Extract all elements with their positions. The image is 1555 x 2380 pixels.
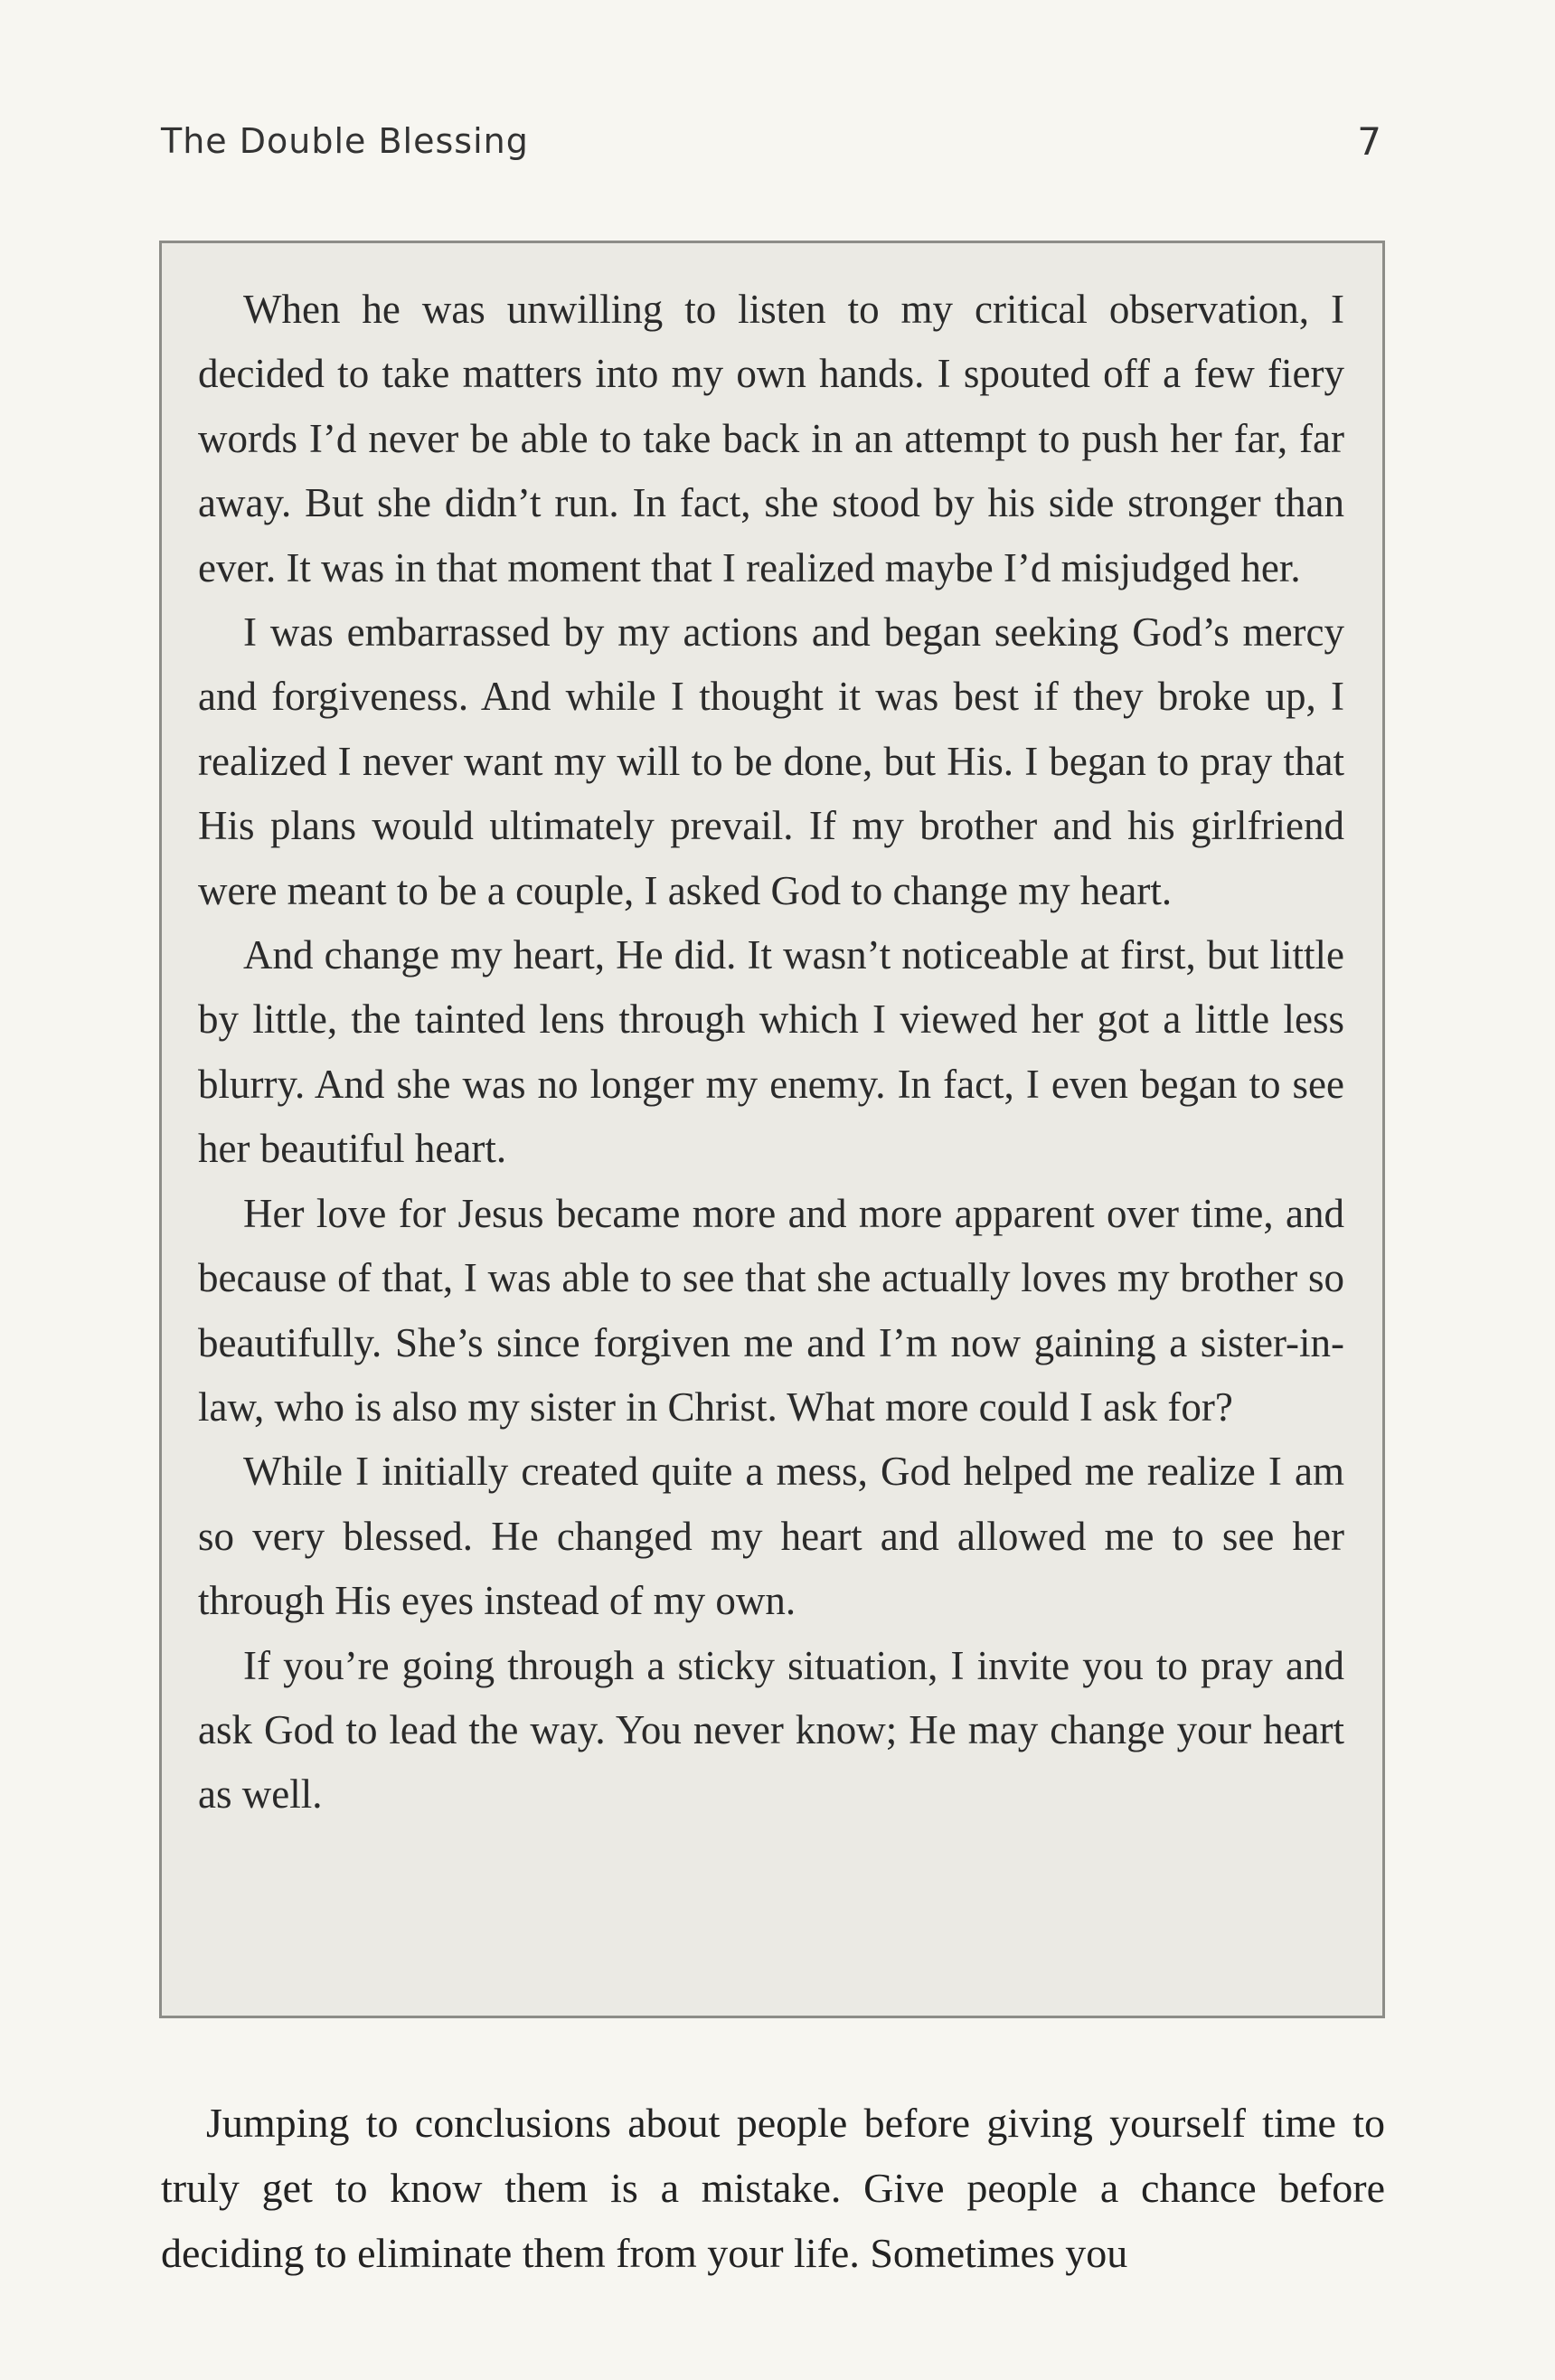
body-text [161,2091,1385,2286]
sidebar-paragraph: If you’re going through a sticky situation, I invite you to pray and ask God to lead the way. You never know; He may change your heart as well. [198,1642,1344,1818]
page-number: 7 [1357,119,1381,164]
sidebar-paragraph: And change my heart, He did. It wasn’t noticeable at first, but little by little, the tainted lens through which I viewed her got a little less blurry. And she was no longer my enemy. In fact, I even began to see her beautiful heart. [198,932,1344,1172]
body-paragraph: Jumping to conclusions about people before giving yourself time to truly get to know them is a mistake. Give people a chance before deciding to eliminate them from your life. Sometimes you [161,2100,1385,2276]
sidebar-paragraph: When he was unwilling to listen to my critical observation, I decided to take matters into my own hands. I spouted off a few fiery words I’d never be able to take back in an attempt to push her far, far away. But she didn’t run. In fact, she stood by his side stronger than ever. It was in that moment that I realized maybe I’d misjudged her. [198,287,1344,590]
running-header-title: The Double Blessing [161,121,529,161]
sidebar-story-box [159,241,1385,2018]
sidebar-paragraph: I was embarrassed by my actions and began seeking God’s mercy and forgiveness. And while I thought it was best if they broke up, I realized I never want my will to be done, but His. I began to pray that His plans would ultimately prevail. If my brother and his girlfriend were meant to be a couple, I asked God to change my heart. [198,609,1344,913]
sidebar-paragraph: While I initially created quite a mess, God helped me realize I am so very blessed. He changed my heart and allowed me to see her through His eyes instead of my own. [198,1449,1344,1624]
sidebar-paragraph: Her love for Jesus became more and more apparent over time, and because of that, I was able to see that she actually loves my brother so beautifully. She’s since forgiven me and I’m now gaining a sister-in-law, who is also my sister in Christ. What more could I ask for? [198,1190,1344,1430]
